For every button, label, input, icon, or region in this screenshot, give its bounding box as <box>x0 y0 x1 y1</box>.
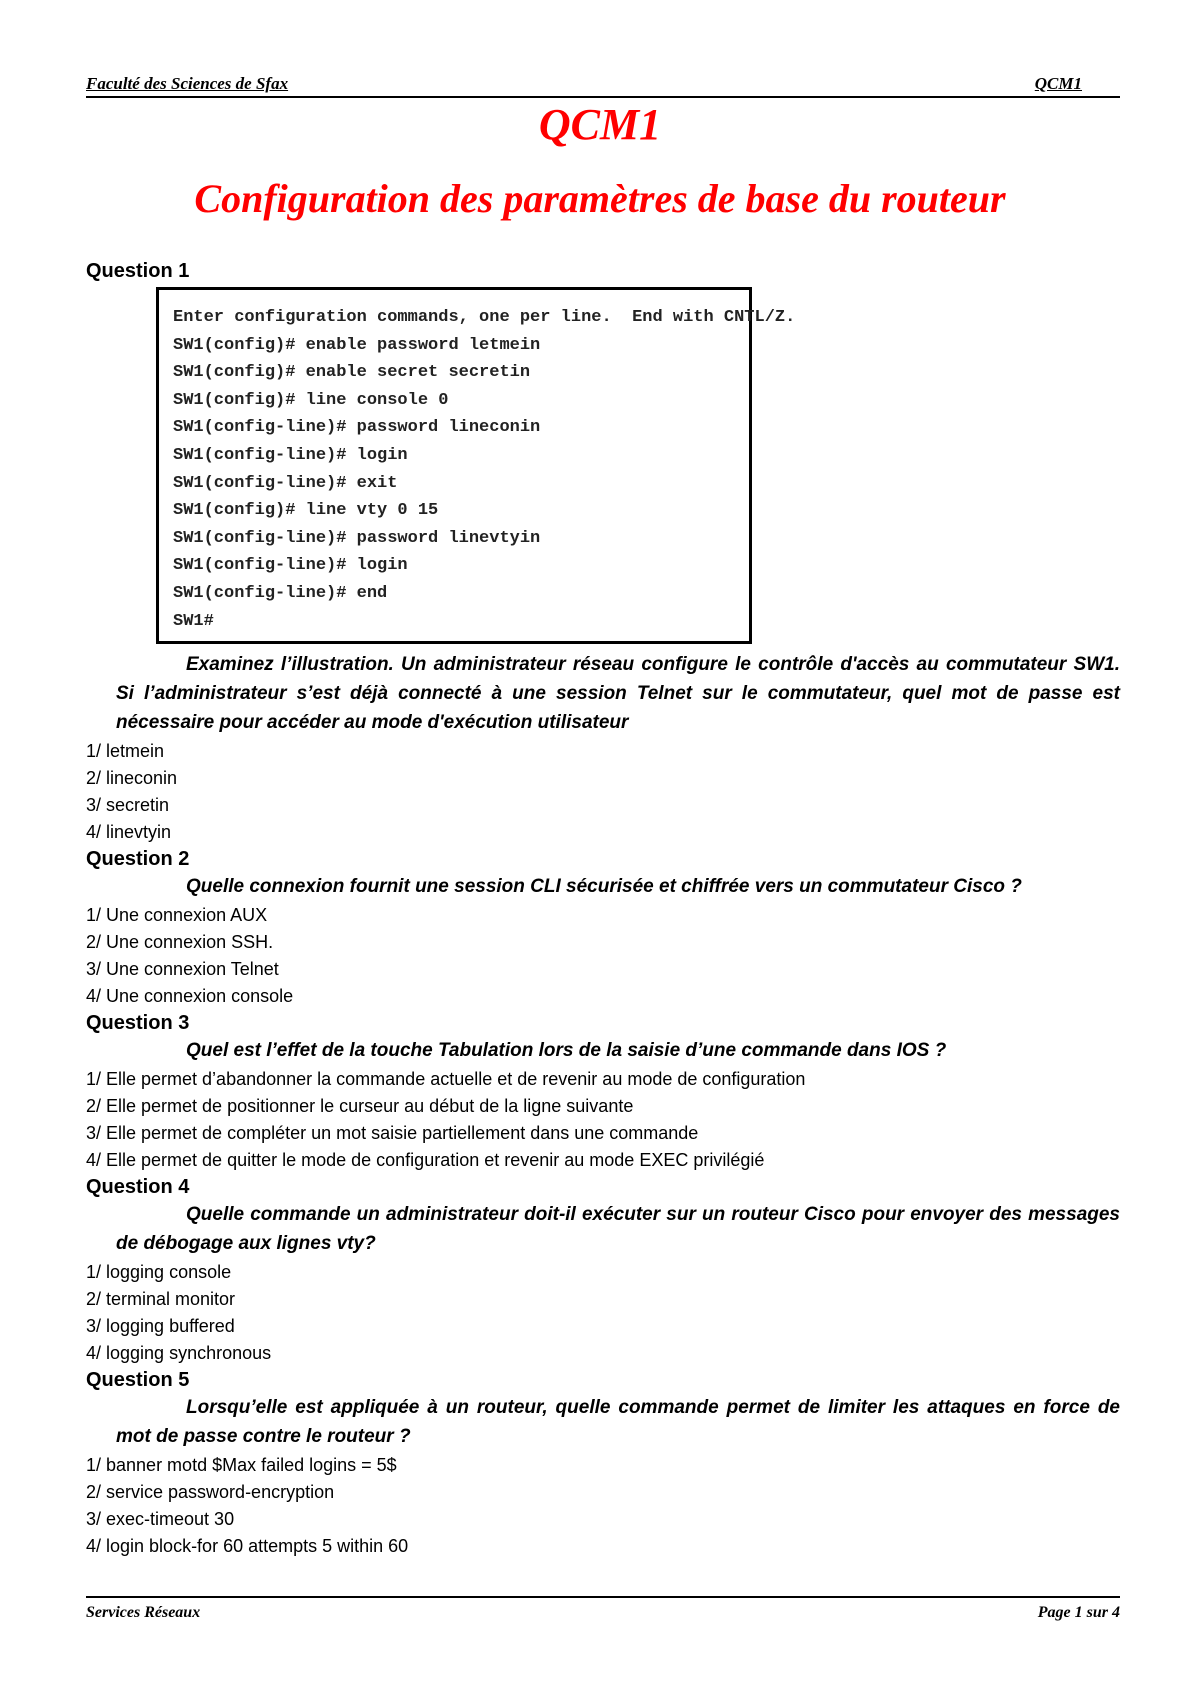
answer-option: 1/ Elle permet d’abandonner la commande actuelle et de revenir au mode de configuration <box>86 1069 806 1089</box>
question-1-text: Examinez l’illustration. Un administrateur réseau configure le contrôle d'accès au commutateur SW1. Si l’administrateur s’est déjà connecté à une session Telnet sur le commutateur, quel mot de passe est nécessaire pour accéder au mode d'exécution utilisateur <box>116 654 1120 733</box>
question-4-heading: Question 4 <box>86 1176 190 1198</box>
code-line: Enter configuration commands, one per line. End with CNTL/Z. <box>173 308 796 327</box>
code-line: SW1(config-line)# password lineconin <box>173 418 541 438</box>
question-3-text: Quel est l’effet de la touche Tabulation lors de la saisie d’une commande dans IOS ? <box>186 1040 947 1061</box>
code-line: SW1(config)# line vty 0 15 <box>173 501 439 521</box>
code-line: SW1(config-line)# login <box>173 556 408 576</box>
answer-option: 2/ lineconin <box>86 768 178 788</box>
answer-option: 3/ logging buffered <box>86 1316 235 1336</box>
footer-page-number: Page 1 sur 4 <box>1037 1604 1120 1621</box>
answer-option: 2/ Une connexion SSH. <box>86 932 274 952</box>
answer-option: 2/ service password-encryption <box>86 1482 335 1502</box>
footer-course: Services Réseaux <box>86 1604 201 1621</box>
question-3-heading: Question 3 <box>86 1012 190 1034</box>
code-line: SW1(config-line)# password linevtyin <box>173 528 541 548</box>
code-line: SW1(config)# enable password letmein <box>173 335 541 355</box>
question-2-text: Quelle connexion fournit une session CLI sécurisée et chiffrée vers un commutateur Cisco ? <box>186 876 1022 897</box>
page-header <box>86 74 1120 98</box>
code-line: SW1(config)# line console 0 <box>173 390 449 410</box>
answer-option: 4/ linevtyin <box>86 822 172 842</box>
page-footer <box>86 1596 1120 1622</box>
answer-option: 4/ login block-for 60 attempts 5 within 60 <box>86 1536 409 1556</box>
answer-option: 4/ Une connexion console <box>86 986 294 1006</box>
header-doc-code: QCM1 <box>1034 74 1082 93</box>
answer-option: 1/ banner motd $Max failed logins = 5$ <box>86 1455 397 1475</box>
code-line: SW1(config)# enable secret secretin <box>173 363 531 383</box>
question-5-heading: Question 5 <box>86 1369 190 1391</box>
answer-option: 2/ terminal monitor <box>86 1289 236 1309</box>
answer-option: 2/ Elle permet de positionner le curseur au début de la ligne suivante <box>86 1096 634 1116</box>
answer-option: 3/ secretin <box>86 795 170 815</box>
answer-option: 1/ logging console <box>86 1262 232 1282</box>
code-line: SW1# <box>173 611 214 631</box>
code-line: SW1(config-line)# end <box>173 583 388 603</box>
answer-option: 1/ letmein <box>86 741 165 761</box>
question-1-heading: Question 1 <box>86 260 190 282</box>
answer-option: 3/ Elle permet de compléter un mot saisie partiellement dans une commande <box>86 1123 699 1143</box>
cli-illustration <box>156 287 796 644</box>
answer-option: 3/ exec-timeout 30 <box>86 1509 235 1529</box>
answer-option: 4/ logging synchronous <box>86 1343 272 1363</box>
code-line: SW1(config-line)# exit <box>173 473 398 493</box>
header-institution: Faculté des Sciences de Sfax <box>86 74 289 93</box>
document-subtitle: Configuration des paramètres de base du routeur <box>194 176 1006 221</box>
answer-option: 4/ Elle permet de quitter le mode de configuration et revenir au mode EXEC privilégié <box>86 1150 765 1170</box>
answer-option: 3/ Une connexion Telnet <box>86 959 279 979</box>
question-2-heading: Question 2 <box>86 848 190 870</box>
document-title: QCM1 <box>538 100 662 149</box>
questions-container <box>86 258 1120 1560</box>
question-5-text: Lorsqu’elle est appliquée à un routeur, quelle commande permet de limiter les attaques en force de mot de passe contre le routeur ? <box>116 1397 1120 1447</box>
answer-option: 1/ Une connexion AUX <box>86 905 268 925</box>
code-line: SW1(config-line)# login <box>173 445 408 465</box>
question-4-text: Quelle commande un administrateur doit-il exécuter sur un routeur Cisco pour envoyer des messages de débogage aux lignes vty? <box>116 1204 1120 1254</box>
